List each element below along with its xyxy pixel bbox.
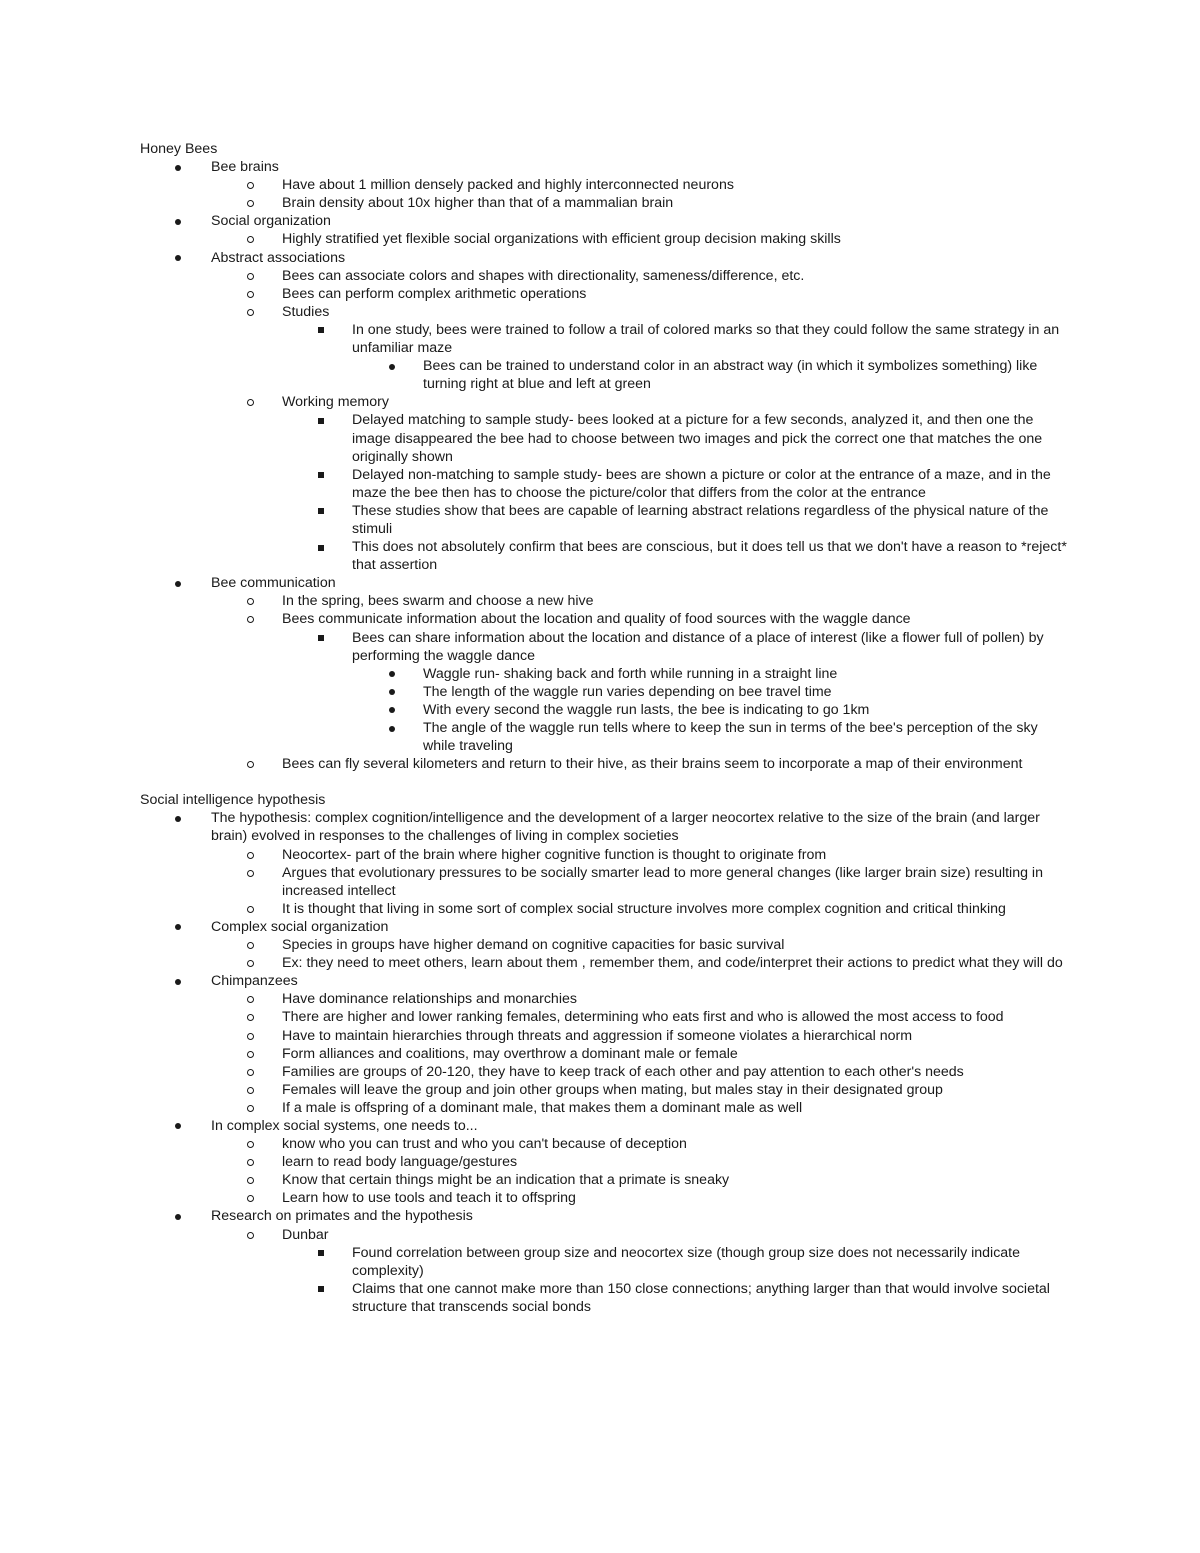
outline-item-text: In the spring, bees swarm and choose a new hive (282, 593, 594, 610)
bullet-icon (247, 230, 254, 248)
outline-item-level-2 (140, 1135, 1070, 1153)
outline-item-level-3 (140, 1244, 1070, 1280)
bullet-sq-icon (318, 1286, 324, 1292)
outline-item-level-1 (140, 574, 1070, 592)
outline-item-level-1 (140, 972, 1070, 990)
bullet-sq-icon (318, 545, 324, 551)
outline-item-level-2 (140, 1226, 1070, 1244)
outline-item-level-3 (140, 502, 1070, 538)
bullet-circ-icon (247, 1014, 254, 1021)
bullet-icon (389, 683, 395, 701)
outline-item-level-2 (140, 592, 1070, 610)
bullet-icon (175, 1117, 181, 1135)
bullet-icon (247, 176, 254, 194)
outline-item-level-4 (140, 719, 1070, 755)
outline-item-level-2 (140, 194, 1070, 212)
bullet-circ-icon (247, 616, 254, 623)
bullet-disc-icon (389, 671, 395, 677)
outline-item-text: Bee communication (211, 575, 336, 592)
outline-item-text: Argues that evolutionary pressures to be socially smarter lead to more general changes (like larger brain size) resulting in increased intellect (282, 864, 1043, 899)
bullet-icon (247, 194, 254, 212)
outline-item-level-2 (140, 1045, 1070, 1063)
bullet-disc-icon (175, 581, 181, 587)
outline-item-level-1 (140, 158, 1070, 176)
outline-item-text: Brain density about 10x higher than that of a mammalian brain (282, 195, 674, 212)
bullet-icon (247, 393, 254, 411)
bullet-icon (318, 1280, 324, 1298)
bullet-icon (247, 755, 254, 773)
outline-item-level-3 (140, 629, 1070, 665)
bullet-disc-icon (175, 1214, 181, 1220)
bullet-icon (318, 1244, 324, 1262)
outline-item-text: Complex social organization (211, 918, 389, 935)
bullet-sq-icon (318, 472, 324, 478)
bullet-icon (175, 158, 181, 176)
outline-item-text: Females will leave the group and join other groups when mating, but males stay in their designated group (282, 1081, 943, 1098)
outline-item-text: Bee brains (211, 159, 279, 176)
outline-item-text: With every second the waggle run lasts, the bee is indicating to go 1km (423, 701, 870, 718)
outline-item-level-4 (140, 357, 1070, 393)
outline-item-level-2 (140, 900, 1070, 918)
outline-item-text: Have to maintain hierarchies through threats and aggression if someone violates a hierarchical norm (282, 1027, 913, 1044)
bullet-circ-icon (247, 309, 254, 316)
outline-item-level-4 (140, 683, 1070, 701)
bullet-circ-icon (247, 273, 254, 280)
outline-item-level-2 (140, 230, 1070, 248)
outline-item-level-2 (140, 954, 1070, 972)
bullet-circ-icon (247, 1232, 254, 1239)
bullet-icon (247, 1063, 254, 1081)
outline-item-level-2 (140, 1171, 1070, 1189)
outline-item-level-1 (140, 212, 1070, 230)
outline-item-level-4 (140, 701, 1070, 719)
bullet-disc-icon (389, 726, 395, 732)
bullet-disc-icon (175, 255, 181, 261)
bullet-icon (175, 1207, 181, 1225)
bullet-sq-icon (318, 418, 324, 424)
outline-item-text: Have dominance relationships and monarchies (282, 991, 577, 1008)
outline-item-level-2 (140, 285, 1070, 303)
bullet-circ-icon (247, 1051, 254, 1058)
outline-item-level-2 (140, 1027, 1070, 1045)
outline-item-level-2 (140, 936, 1070, 954)
outline-item-level-2 (140, 1008, 1070, 1026)
bullet-circ-icon (247, 1069, 254, 1076)
outline-item-level-2 (140, 846, 1070, 864)
bullet-icon (247, 1171, 254, 1189)
bullet-icon (389, 719, 395, 737)
bullet-icon (247, 864, 254, 882)
outline-item-level-3 (140, 538, 1070, 574)
bullet-icon (247, 990, 254, 1008)
bullet-icon (175, 809, 181, 827)
outline-item-text: Studies (282, 303, 330, 320)
outline-item-level-2 (140, 176, 1070, 194)
bullet-circ-icon (247, 870, 254, 877)
outline-item-text: Found correlation between group size and neocortex size (though group size does not necessarily indicate complexity) (352, 1244, 1021, 1279)
outline-item-text: Research on primates and the hypothesis (211, 1208, 473, 1225)
outline-item-level-2 (140, 864, 1070, 900)
outline-item-text: In complex social systems, one needs to... (211, 1117, 478, 1134)
bullet-circ-icon (247, 182, 254, 189)
outline-item-text: Social organization (211, 213, 331, 230)
bullet-icon (247, 267, 254, 285)
bullet-icon (318, 321, 324, 339)
bullet-circ-icon (247, 852, 254, 859)
bullet-circ-icon (247, 200, 254, 207)
outline-item-text: Species in groups have higher demand on cognitive capacities for basic survival (282, 937, 785, 954)
bullet-circ-icon (247, 399, 254, 406)
outline-item-level-3 (140, 411, 1070, 465)
outline-item-text: Delayed matching to sample study- bees looked at a picture for a few seconds, analyzed it, and then one the image disappeared the bee had to choose between two images and pick the correct one that matches the one originally shown (352, 412, 1043, 465)
bullet-icon (247, 1081, 254, 1099)
outline-item-level-2 (140, 1063, 1070, 1081)
bullet-icon (247, 936, 254, 954)
bullet-icon (318, 502, 324, 520)
outline-item-text: There are higher and lower ranking females, determining who eats first and who is allowed the most access to food (282, 1009, 1004, 1026)
bullet-icon (247, 592, 254, 610)
section-spacer (140, 773, 1070, 791)
bullet-icon (247, 1027, 254, 1045)
bullet-icon (175, 574, 181, 592)
bullet-circ-icon (247, 1177, 254, 1184)
bullet-circ-icon (247, 291, 254, 298)
bullet-icon (247, 610, 254, 628)
outline-item-level-2 (140, 393, 1070, 411)
outline-item-text: Dunbar (282, 1226, 329, 1243)
bullet-icon (389, 357, 395, 375)
bullet-icon (247, 303, 254, 321)
outline-item-text: Bees can fly several kilometers and return to their hive, as their brains seem to incorporate a map of their environment (282, 756, 1023, 773)
outline-item-level-2 (140, 1081, 1070, 1099)
outline-item-text: know who you can trust and who you can't because of deception (282, 1136, 687, 1153)
bullet-icon (175, 972, 181, 990)
bullet-circ-icon (247, 1033, 254, 1040)
outline-item-text: Know that certain things might be an indication that a primate is sneaky (282, 1172, 730, 1189)
outline-item-level-3 (140, 466, 1070, 502)
outline-item-text: The hypothesis: complex cognition/intelligence and the development of a larger neocortex relative to the size of the brain (and larger brain) evolved in responses to the challenges of living in complex societies (211, 810, 1040, 845)
outline-item-level-3 (140, 1280, 1070, 1316)
bullet-circ-icon (247, 1105, 254, 1112)
outline-item-text: The angle of the waggle run tells where to keep the sun in terms of the bee's perception of the sky while traveling (423, 720, 1038, 755)
outline-item-text: Abstract associations (211, 249, 346, 266)
outline-item-text: This does not absolutely confirm that bees are conscious, but it does tell us that we don't have a reason to *reject* that assertion (352, 539, 1067, 574)
bullet-disc-icon (389, 707, 395, 713)
bullet-disc-icon (175, 165, 181, 171)
outline-item-text: Bees can be trained to understand color in an abstract way (in which it symbolizes something) like turning right at blue and left at green (423, 358, 1038, 393)
bullet-circ-icon (247, 1159, 254, 1166)
bullet-icon (175, 249, 181, 267)
bullet-disc-icon (389, 364, 395, 370)
bullet-icon (247, 1099, 254, 1117)
bullet-icon (389, 665, 395, 683)
outline-item-text: Bees communicate information about the location and quality of food sources with the waggle dance (282, 611, 911, 628)
bullet-icon (389, 701, 395, 719)
bullet-icon (318, 466, 324, 484)
outline-item-text: Neocortex- part of the brain where higher cognitive function is thought to originate from (282, 846, 827, 863)
outline-item-level-1 (140, 1117, 1070, 1135)
bullet-disc-icon (175, 816, 181, 822)
outline-item-text: In one study, bees were trained to follow a trail of colored marks so that they could follow the same strategy in an unfamiliar maze (352, 321, 1060, 357)
bullet-disc-icon (175, 219, 181, 225)
outline-item-text: Bees can share information about the location and distance of a place of interest (like a flower full of pollen) by performing the waggle dance (352, 629, 1044, 664)
bullet-circ-icon (247, 236, 254, 243)
outline-item-text: Form alliances and coalitions, may overthrow a dominant male or female (282, 1045, 738, 1062)
bullet-sq-icon (318, 508, 324, 514)
outline-item-text: Families are groups of 20-120, they have to keep track of each other and pay attention to each other's needs (282, 1063, 964, 1080)
bullet-circ-icon (247, 906, 254, 913)
bullet-icon (247, 285, 254, 303)
outline-item-text: Delayed non-matching to sample study- bees are shown a picture or color at the entrance of a maze, and in the maze the bee then has to choose the picture/color that differs from the color at the entrance (352, 466, 1051, 501)
outline-item-text: Claims that one cannot make more than 150 close connections; anything larger than that would involve societal structure that transcends social bonds (352, 1280, 1050, 1315)
outline-item-level-1 (140, 809, 1070, 845)
bullet-circ-icon (247, 960, 254, 967)
bullet-icon (247, 900, 254, 918)
bullet-icon (318, 538, 324, 556)
outline-item-text: Highly stratified yet flexible social organizations with efficient group decision making skills (282, 231, 841, 248)
bullet-icon (247, 1153, 254, 1171)
section-title: Social intelligence hypothesis (140, 792, 326, 809)
outline-item-text: Have about 1 million densely packed and highly interconnected neurons (282, 177, 734, 194)
outline-item-level-4 (140, 665, 1070, 683)
outline-item-level-2 (140, 1153, 1070, 1171)
bullet-disc-icon (175, 924, 181, 930)
bullet-disc-icon (175, 979, 181, 985)
bullet-icon (247, 1226, 254, 1244)
outline-item-level-2 (140, 1099, 1070, 1117)
outline-item-level-3 (140, 321, 1070, 357)
bullet-icon (318, 629, 324, 647)
outline-item-text: It is thought that living in some sort of complex social structure involves more complex cognition and critical thinking (282, 900, 1006, 917)
bullet-sq-icon (318, 327, 324, 333)
outline-item-level-1 (140, 249, 1070, 267)
outline-item-text: learn to read body language/gestures (282, 1154, 518, 1171)
bullet-icon (247, 1189, 254, 1207)
outline-item-text: Chimpanzees (211, 973, 298, 990)
bullet-icon (247, 954, 254, 972)
outline-item-level-2 (140, 990, 1070, 1008)
bullet-sq-icon (318, 1250, 324, 1256)
outline-item-level-2 (140, 303, 1070, 321)
bullet-circ-icon (247, 996, 254, 1003)
bullet-icon (247, 1008, 254, 1026)
bullet-icon (247, 1135, 254, 1153)
bullet-disc-icon (175, 1123, 181, 1129)
bullet-circ-icon (247, 1087, 254, 1094)
bullet-circ-icon (247, 1141, 254, 1148)
outline-item-level-2 (140, 610, 1070, 628)
bullet-icon (175, 918, 181, 936)
outline-item-text: Waggle run- shaking back and forth while running in a straight line (423, 665, 838, 682)
bullet-circ-icon (247, 598, 254, 605)
outline-item-level-1 (140, 918, 1070, 936)
outline-item-text: Bees can perform complex arithmetic operations (282, 285, 587, 302)
outline-item-text: Learn how to use tools and teach it to offspring (282, 1190, 576, 1207)
bullet-icon (247, 1045, 254, 1063)
outline-item-level-2 (140, 1189, 1070, 1207)
bullet-icon (318, 411, 324, 429)
outline-item-text: Ex: they need to meet others, learn about them , remember them, and code/interpret their actions to predict what they will do (282, 955, 1063, 972)
outline-item-text: Working memory (282, 394, 389, 411)
outline-item-text: The length of the waggle run varies depending on bee travel time (423, 683, 832, 700)
bullet-circ-icon (247, 761, 254, 768)
outline-item-level-2 (140, 267, 1070, 285)
outline-item-level-1 (140, 1207, 1070, 1225)
bullet-sq-icon (318, 635, 324, 641)
bullet-circ-icon (247, 942, 254, 949)
outline-item-text: These studies show that bees are capable of learning abstract relations regardless of the physical nature of the stimuli (352, 502, 1049, 537)
bullet-disc-icon (389, 689, 395, 695)
section-title: Honey Bees (140, 141, 218, 157)
bullet-icon (175, 212, 181, 230)
outline-item-text: Bees can associate colors and shapes with directionality, sameness/difference, etc. (282, 267, 805, 284)
outline-item-level-2 (140, 755, 1070, 773)
bullet-icon (247, 846, 254, 864)
bullet-circ-icon (247, 1195, 254, 1202)
document-page (140, 140, 1070, 1316)
outline-item-text: If a male is offspring of a dominant male, that makes them a dominant male as well (282, 1099, 803, 1116)
